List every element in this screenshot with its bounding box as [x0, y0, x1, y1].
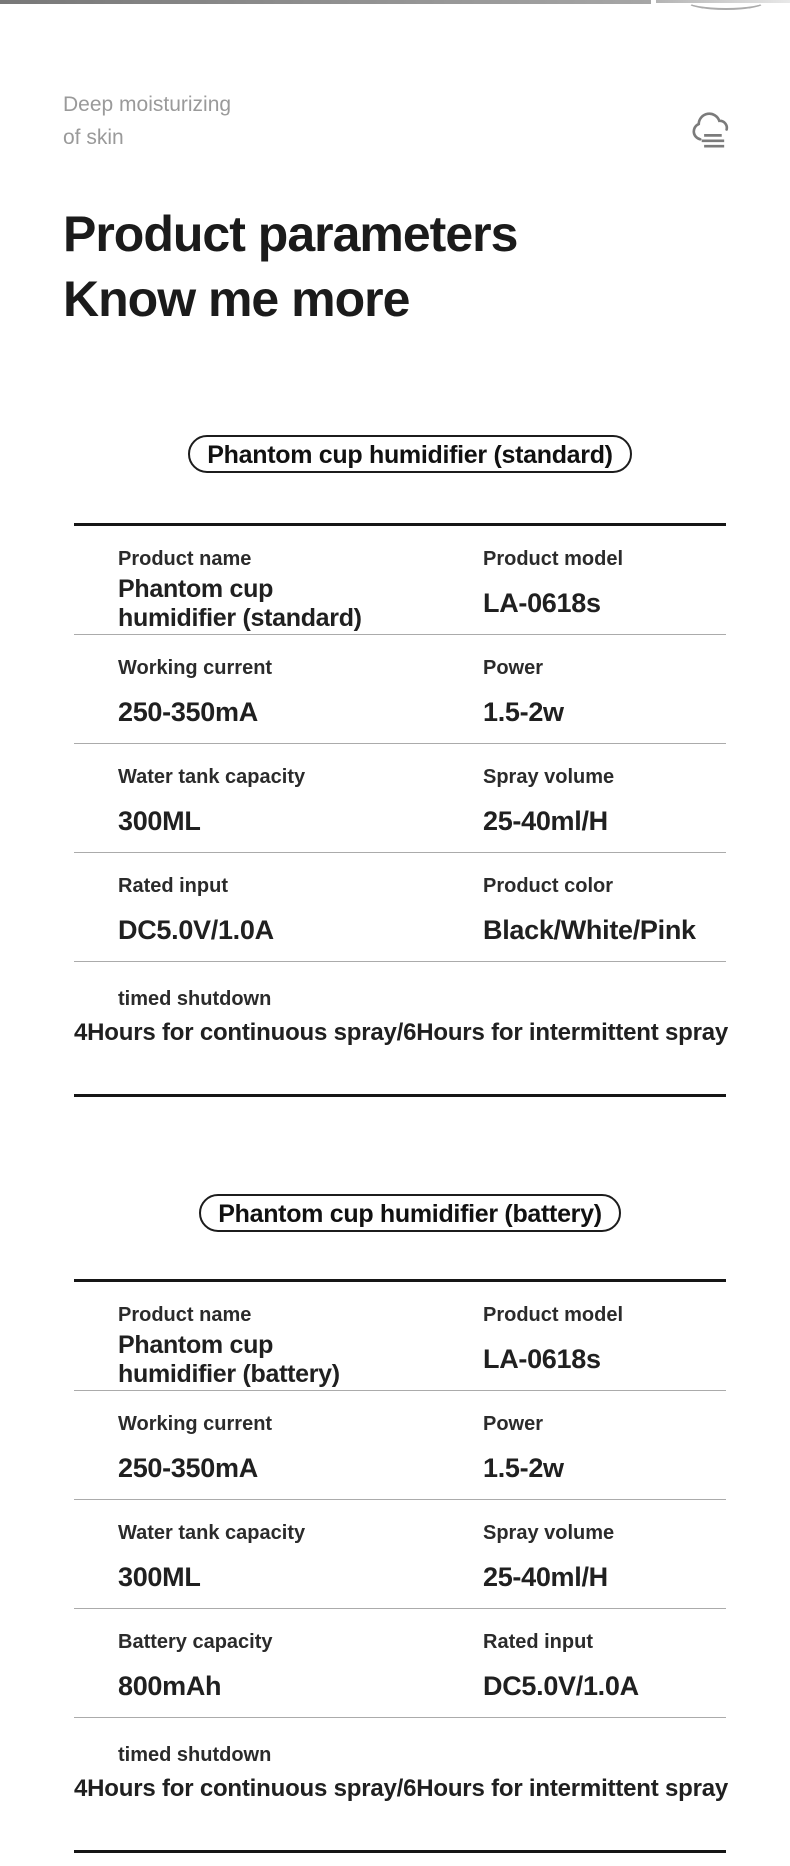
- spec-value: Black/White/Pink: [483, 915, 696, 945]
- table-row: [74, 744, 726, 853]
- spec-cell-working-current: [74, 1391, 483, 1499]
- spec-label: timed shutdown: [118, 1744, 272, 1766]
- spec-value: 1.5-2w: [483, 1453, 564, 1483]
- spec-value: Phantom cup humidifier (standard): [118, 575, 362, 632]
- table-row-timed-shutdown: [74, 986, 729, 1094]
- page-title-line2: Know me more: [63, 271, 410, 327]
- spec-value: 4Hours for continuous spray/6Hours for intermittent spray: [74, 1775, 729, 1802]
- spec-cell-rated-input: [483, 1609, 726, 1717]
- spec-label: Power: [483, 1413, 544, 1435]
- spec-label: Spray volume: [483, 766, 615, 788]
- spec-label: Battery capacity: [118, 1631, 273, 1653]
- spec-value: 250-350mA: [118, 1453, 258, 1483]
- spec-cell-product-name: [74, 526, 483, 634]
- spec-value: DC5.0V/1.0A: [483, 1671, 639, 1701]
- spec-cell-water-tank: [74, 1500, 483, 1608]
- table-row: [74, 635, 726, 744]
- spec-label: Product name: [118, 1304, 252, 1326]
- spec-table-battery: [74, 1279, 729, 1853]
- spec-label: Product model: [483, 1304, 624, 1326]
- spec-value: 300ML: [118, 806, 201, 836]
- spec-label: Rated input: [118, 875, 228, 897]
- spec-cell-product-model: [483, 1282, 726, 1390]
- spec-label: timed shutdown: [118, 988, 272, 1010]
- spec-cell-product-color: [483, 853, 726, 961]
- table-row: [74, 1500, 726, 1609]
- spec-label: Rated input: [483, 1631, 593, 1653]
- spec-value: 25-40ml/H: [483, 806, 608, 836]
- tagline-line2: of skin: [63, 126, 124, 149]
- spec-value: 4Hours for continuous spray/6Hours for intermittent spray: [74, 1019, 729, 1046]
- top-divider-bar: [0, 0, 651, 4]
- pill-standard: Phantom cup humidifier (standard): [188, 435, 631, 473]
- spec-cell-product-model: [483, 526, 726, 634]
- spec-value: 800mAh: [118, 1671, 222, 1701]
- table-row-timed-shutdown: [74, 1742, 729, 1850]
- spec-cell-spray-volume: [483, 744, 726, 852]
- spec-cell-battery-capacity: [74, 1609, 483, 1717]
- spec-cell-working-current: [74, 635, 483, 743]
- spec-label: Product color: [483, 875, 614, 897]
- table-row: [74, 526, 726, 635]
- spec-value: 1.5-2w: [483, 697, 564, 727]
- spec-label: Power: [483, 657, 544, 679]
- spec-label: Working current: [118, 657, 273, 679]
- spec-table-standard: [74, 523, 729, 1097]
- spec-cell-product-name: [74, 1282, 483, 1390]
- spec-cell-spray-volume: [483, 1500, 726, 1608]
- table-row: [74, 1282, 726, 1391]
- spec-value: 300ML: [118, 1562, 201, 1592]
- spec-label: Working current: [118, 1413, 273, 1435]
- spec-label: Product model: [483, 548, 624, 570]
- tagline-line1: Deep moisturizing: [63, 93, 232, 116]
- spec-label: Water tank capacity: [118, 766, 306, 788]
- cloud-mist-icon: [687, 109, 732, 151]
- spec-value: 25-40ml/H: [483, 1562, 608, 1592]
- page-title: [63, 202, 790, 332]
- table-row: [74, 1609, 726, 1718]
- section-standard-header: [0, 435, 790, 473]
- spec-value: DC5.0V/1.0A: [118, 915, 274, 945]
- spec-value: 250-350mA: [118, 697, 258, 727]
- spec-value: Phantom cup humidifier (battery): [118, 1331, 340, 1388]
- pill-battery: Phantom cup humidifier (battery): [199, 1194, 620, 1232]
- tagline: [0, 0, 790, 154]
- spec-cell-power: [483, 1391, 726, 1499]
- spec-cell-water-tank: [74, 744, 483, 852]
- table-row: [74, 853, 726, 962]
- spec-cell-rated-input: [74, 853, 483, 961]
- table-row: [74, 1391, 726, 1500]
- page-title-line1: Product parameters: [63, 206, 518, 262]
- spec-cell-power: [483, 635, 726, 743]
- spec-label: Spray volume: [483, 1522, 615, 1544]
- spec-value: LA-0618s: [483, 1344, 601, 1374]
- section-battery-header: [0, 1194, 790, 1232]
- spec-label: Product name: [118, 548, 252, 570]
- spec-value: LA-0618s: [483, 588, 601, 618]
- spec-label: Water tank capacity: [118, 1522, 306, 1544]
